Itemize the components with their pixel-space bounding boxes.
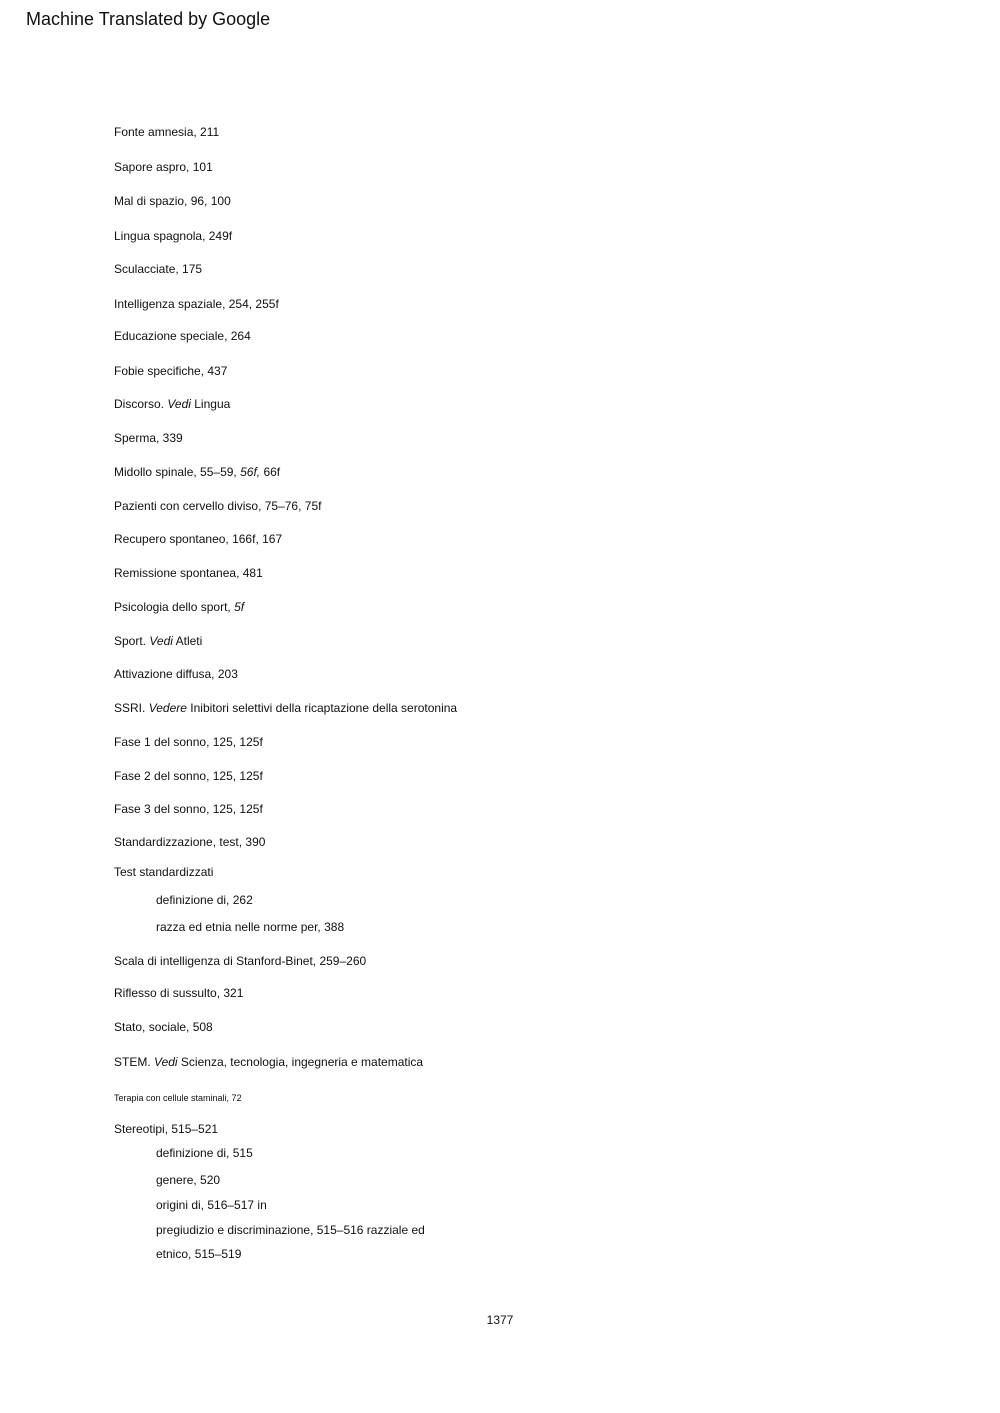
entry-text: SSRI. bbox=[114, 701, 149, 715]
index-entry: Sperma, 339 bbox=[114, 431, 183, 445]
index-subentry: definizione di, 515 bbox=[156, 1146, 253, 1160]
index-entry bbox=[114, 1055, 423, 1069]
index-subentry: etnico, 515–519 bbox=[156, 1247, 242, 1261]
index-entry: Fase 3 del sonno, 125, 125f bbox=[114, 802, 263, 816]
entry-text: 66f bbox=[260, 465, 281, 479]
index-subentry: razza ed etnia nelle norme per, 388 bbox=[156, 920, 345, 934]
index-entry: Intelligenza spaziale, 254, 255f bbox=[114, 297, 279, 311]
entry-text: STEM. bbox=[114, 1055, 155, 1069]
index-entry: Fase 1 del sonno, 125, 125f bbox=[114, 735, 263, 749]
index-entry: Stereotipi, 515–521 bbox=[114, 1122, 219, 1136]
entry-text: Psicologia dello sport, bbox=[114, 600, 235, 614]
entry-text: Midollo spinale, 55–59, bbox=[114, 465, 241, 479]
index-entry: Riflesso di sussulto, 321 bbox=[114, 986, 244, 1000]
index-entry: Terapia con cellule staminali, 72 bbox=[114, 1093, 242, 1103]
index-entry: Test standardizzati bbox=[114, 865, 214, 879]
index-entry bbox=[114, 634, 202, 648]
see-reference: Vedere bbox=[148, 701, 187, 715]
entry-text: Inibitori selettivi della ricaptazione della serotonina bbox=[186, 701, 458, 715]
index-entry: Fobie specifiche, 437 bbox=[114, 364, 228, 378]
see-reference: Vedi bbox=[149, 634, 173, 648]
index-entry bbox=[114, 701, 457, 715]
index-entry: Educazione speciale, 264 bbox=[114, 329, 251, 343]
index-entry: Sapore aspro, 101 bbox=[114, 160, 213, 174]
italic-page-ref: 5f bbox=[234, 600, 245, 614]
index-entry bbox=[114, 600, 244, 614]
index-subentry: pregiudizio e discriminazione, 515–516 razziale ed bbox=[156, 1223, 425, 1237]
index-entry: Remissione spontanea, 481 bbox=[114, 566, 263, 580]
index-entry: Attivazione diffusa, 203 bbox=[114, 667, 238, 681]
index-entry: Fonte amnesia, 211 bbox=[114, 125, 220, 139]
index-entry: Standardizzazione, test, 390 bbox=[114, 835, 266, 849]
entry-text: Lingua bbox=[190, 397, 231, 411]
index-entry: Pazienti con cervello diviso, 75–76, 75f bbox=[114, 499, 322, 513]
index-entry: Recupero spontaneo, 166f, 167 bbox=[114, 532, 283, 546]
see-reference: Vedi bbox=[167, 397, 191, 411]
entry-text: Discorso. bbox=[114, 397, 168, 411]
entry-text: Sport. bbox=[114, 634, 150, 648]
index-entry: Mal di spazio, 96, 100 bbox=[114, 194, 231, 208]
index-entry: Lingua spagnola, 249f bbox=[114, 229, 233, 243]
entry-text: Scienza, tecnologia, ingegneria e matematica bbox=[177, 1055, 424, 1069]
index-entry bbox=[114, 465, 280, 479]
index-subentry: origini di, 516–517 in bbox=[156, 1198, 267, 1212]
italic-page-ref: 56f, bbox=[240, 465, 261, 479]
index-subentry: definizione di, 262 bbox=[156, 893, 253, 907]
index-entry: Fase 2 del sonno, 125, 125f bbox=[114, 769, 263, 783]
index-entry bbox=[114, 397, 230, 411]
see-reference: Vedi bbox=[154, 1055, 178, 1069]
index-subentry: genere, 520 bbox=[156, 1173, 221, 1187]
entry-text: Atleti bbox=[172, 634, 203, 648]
machine-translation-banner: Machine Translated by Google bbox=[26, 9, 271, 29]
index-entry: Sculacciate, 175 bbox=[114, 262, 203, 276]
page-number: 1377 bbox=[486, 1313, 514, 1327]
index-entry: Stato, sociale, 508 bbox=[114, 1020, 213, 1034]
index-entry: Scala di intelligenza di Stanford-Binet, 259–260 bbox=[114, 954, 367, 968]
